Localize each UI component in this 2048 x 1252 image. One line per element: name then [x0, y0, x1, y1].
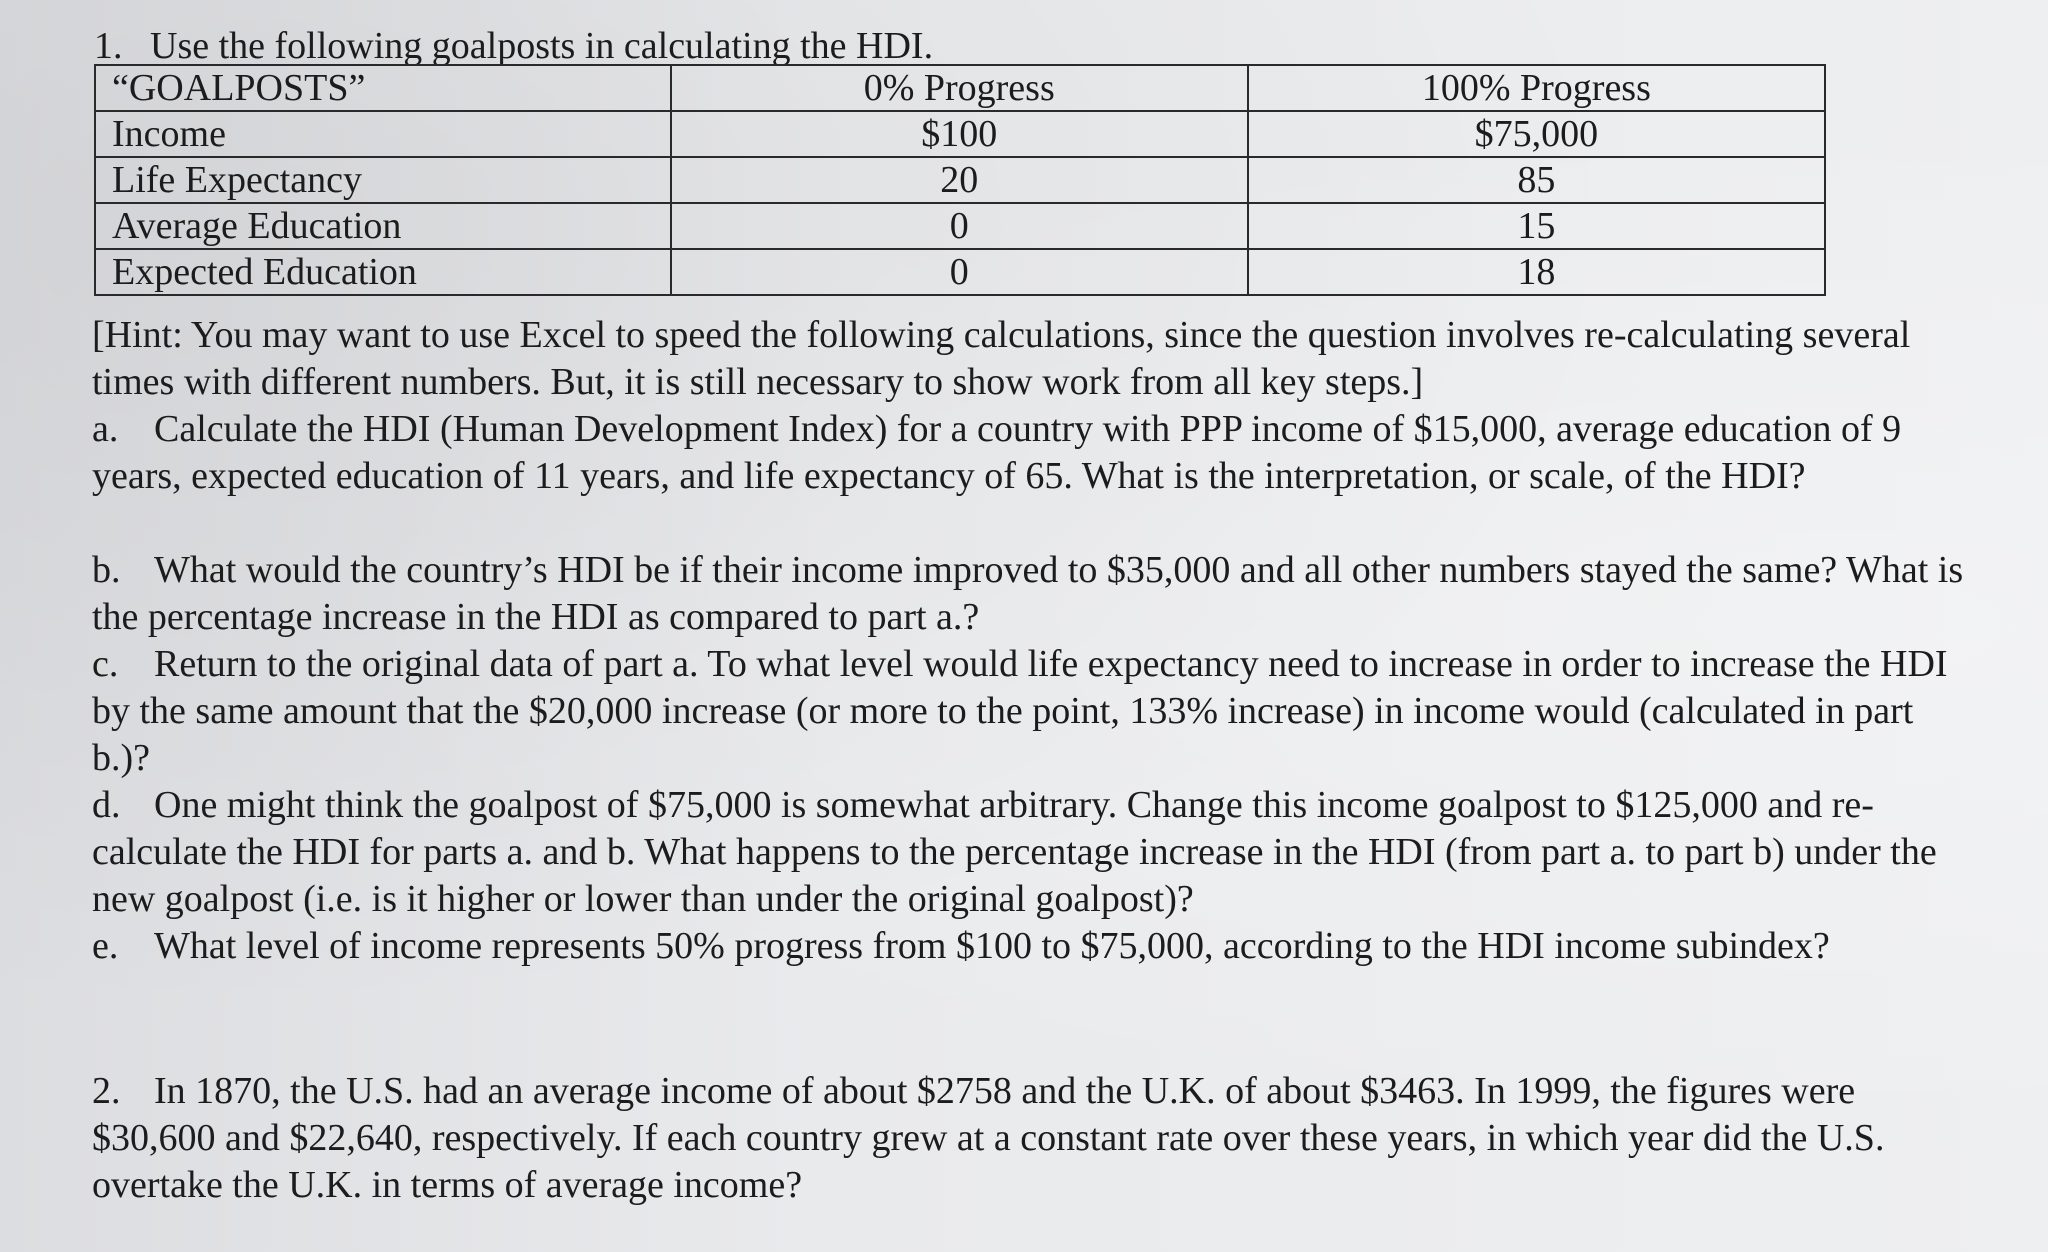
question-title: Use the following goalposts in calculating the HDI. [150, 25, 934, 67]
header-0-progress: 0% Progress [671, 65, 1248, 111]
question-part-e [92, 923, 1972, 970]
part-marker: e. [92, 925, 119, 967]
question-part-c [92, 641, 1972, 782]
question-number: 1. [94, 25, 123, 67]
row-label: Income [95, 111, 671, 157]
table-row [95, 111, 1825, 157]
question-part-a [92, 406, 1972, 500]
cell-100-progress: 85 [1248, 157, 1825, 203]
part-text: Calculate the HDI (Human Development Index) for a country with PPP income of $15,000, average education of 9 years, expected education of 11 years, and life expectancy of 65. What is the interpretation, or scale, of the HDI? [92, 408, 1902, 497]
cell-0-progress: 20 [671, 157, 1248, 203]
cell-100-progress: 15 [1248, 203, 1825, 249]
cell-0-progress: 0 [671, 203, 1248, 249]
part-marker: b. [92, 549, 121, 591]
question-2 [92, 1068, 1972, 1209]
part-text: What level of income represents 50% progress from $100 to $75,000, according to the HDI income subindex? [154, 925, 1830, 967]
header-100-progress: 100% Progress [1248, 65, 1825, 111]
question-text: In 1870, the U.S. had an average income of about $2758 and the U.K. of about $3463. In 1999, the figures were $30,600 and $22,640, respectively. If each country grew at a constant rate over these years, in which year did the U.S. overtake the U.K. in terms of average income? [92, 1070, 1885, 1206]
part-marker: a. [92, 408, 119, 450]
table-row [95, 203, 1825, 249]
question-part-b [92, 547, 1972, 641]
table-header-row [95, 65, 1825, 111]
row-label: Expected Education [95, 249, 671, 295]
hint-paragraph: [Hint: You may want to use Excel to speed the following calculations, since the question involves re-calculating several times with different numbers. But, it is still necessary to show work from all key steps.] [92, 314, 1911, 403]
part-marker: d. [92, 784, 121, 826]
part-text: One might think the goalpost of $75,000 is somewhat arbitrary. Change this income goalpost to $125,000 and re-calculate the HDI for parts a. and b. What happens to the percentage increase in the HDI (from part a. to part b) under the new goalpost (i.e. is it higher or lower than under the original goalpost)? [92, 784, 1937, 920]
row-label: Average Education [95, 203, 671, 249]
goalposts-table [94, 64, 1826, 296]
cell-100-progress: $75,000 [1248, 111, 1825, 157]
part-text: What would the country’s HDI be if their income improved to $35,000 and all other numbers stayed the same? What is the percentage increase in the HDI as compared to part a.? [92, 549, 1964, 638]
cell-100-progress: 18 [1248, 249, 1825, 295]
header-goalposts: “GOALPOSTS” [95, 65, 671, 111]
cell-0-progress: $100 [671, 111, 1248, 157]
table-row [95, 249, 1825, 295]
table-row [95, 157, 1825, 203]
question-number: 2. [92, 1070, 121, 1112]
cell-0-progress: 0 [671, 249, 1248, 295]
question-1-heading [94, 22, 933, 70]
part-marker: c. [92, 643, 119, 685]
part-text: Return to the original data of part a. To what level would life expectancy need to increase in order to increase the HDI by the same amount that the $20,000 increase (or more to the point, 133% increase) in income would (calculated in part b.)? [92, 643, 1948, 779]
question-part-d [92, 782, 1972, 923]
row-label: Life Expectancy [95, 157, 671, 203]
